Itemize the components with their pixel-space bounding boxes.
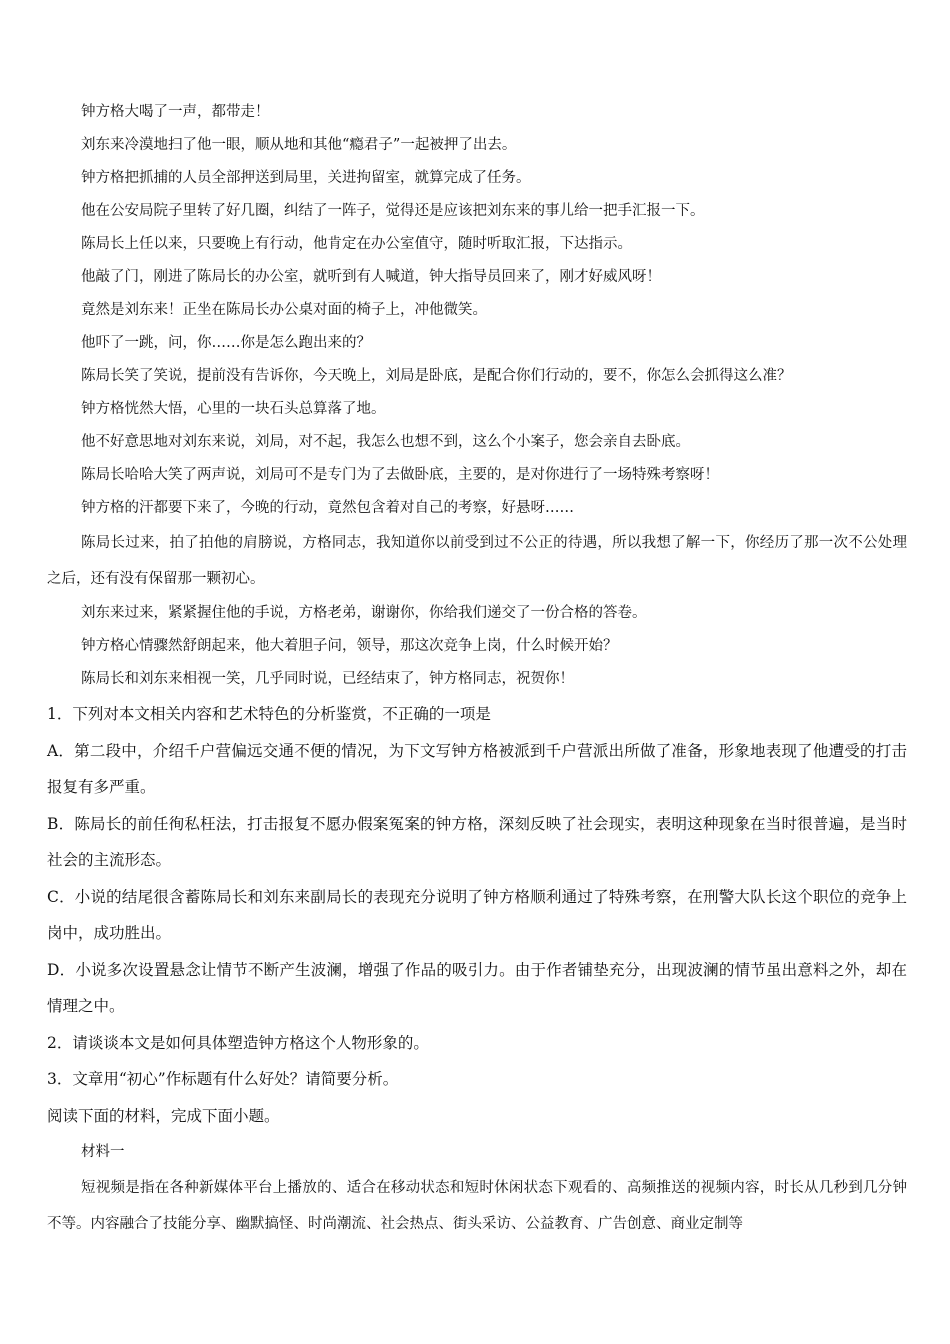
story-section bbox=[47, 96, 907, 696]
story-paragraph: 钟方格恍然大悟，心里的一块石头总算落了地。 bbox=[81, 401, 386, 417]
story-paragraph: 陈局长笑了笑说，提前没有告诉你，今天晚上，刘局是卧底，是配合你们行动的，要不，你怎么会抓得这么准？ bbox=[81, 368, 792, 384]
story-paragraph: 他在公安局院子里转了好几圈，纠结了一阵子，觉得还是应该把刘东来的事儿给一把手汇报一下。 bbox=[81, 203, 705, 219]
option-c: C．小说的结尾很含蓄陈局长和刘东来副局长的表现充分说明了钟方格顺利通过了特殊考察，在刑警大队长这个职位的竞争上岗中，成功胜出。 bbox=[47, 887, 907, 942]
option-d: D．小说多次设置悬念让情节不断产生波澜，增强了作品的吸引力。由于作者铺垫充分，出现波澜的情节虽出意料之外，却在情理之中。 bbox=[47, 960, 907, 1015]
story-paragraph: 钟方格心情骤然舒朗起来，他大着胆子问，领导，那这次竞争上岗，什么时候开始？ bbox=[81, 638, 618, 654]
reading-intro: 阅读下面的材料，完成下面小题。 bbox=[47, 1106, 280, 1125]
question-2: 2．请谈谈本文是如何具体塑造钟方格这个人物形象的。 bbox=[47, 1033, 429, 1052]
document-page bbox=[47, 96, 907, 1242]
question-1: 1．下列对本文相关内容和艺术特色的分析鉴赏，不正确的一项是 bbox=[47, 705, 491, 723]
material-text: 短视频是指在各种新媒体平台上播放的、适合在移动状态和短时休闲状态下观看的、高频推送的视频内容，时长从几秒到几分钟不等。内容融合了技能分享、幽默搞怪、时尚潮流、社会热点、街头采访、公益教育、广告创意、商业定制等 bbox=[47, 1180, 907, 1232]
story-paragraph: 陈局长上任以来，只要晚上有行动，他肯定在办公室值守，随时听取汇报，下达指示。 bbox=[81, 236, 632, 252]
option-b: B．陈局长的前任徇私枉法，打击报复不愿办假案冤案的钟方格，深刻反映了社会现实，表明这种现象在当时很普遍，是当时社会的主流形态。 bbox=[47, 814, 907, 869]
story-paragraph: 钟方格的汗都要下来了，今晚的行动，竟然包含着对自己的考察，好悬呀…… bbox=[81, 500, 574, 516]
story-paragraph: 刘东来过来，紧紧握住他的手说，方格老弟，谢谢你，你给我们递交了一份合格的答卷。 bbox=[81, 605, 647, 621]
reading-section bbox=[47, 1098, 907, 1243]
story-paragraph: 他吓了一跳，问，你……你是怎么跑出来的？ bbox=[81, 335, 371, 351]
question-3: 3．文章用“初心”作标题有什么好处？请简要分析。 bbox=[47, 1070, 399, 1088]
material-title: 材料一 bbox=[81, 1144, 125, 1160]
story-paragraph: 他敲了门，刚进了陈局长的办公室，就听到有人喊道，钟大指导员回来了，刚才好威风呀！ bbox=[81, 269, 661, 285]
story-paragraph: 他不好意思地对刘东来说，刘局，对不起，我怎么也想不到，这么个小案子，您会亲自去卧底。 bbox=[81, 434, 690, 450]
story-paragraph: 钟方格把抓捕的人员全部押送到局里，关进拘留室，就算完成了任务。 bbox=[81, 170, 531, 186]
story-paragraph: 竟然是刘东来！正坐在陈局长办公桌对面的椅子上，冲他微笑。 bbox=[81, 302, 487, 318]
story-paragraph: 钟方格大喝了一声，都带走！ bbox=[81, 104, 270, 120]
questions-section bbox=[47, 696, 907, 1098]
story-paragraph: 陈局长哈哈大笑了两声说，刘局可不是专门为了去做卧底，主要的，是对你进行了一场特殊考察呀！ bbox=[81, 467, 719, 483]
option-a: A．第二段中，介绍千户营偏远交通不便的情况，为下文写钟方格被派到千户营派出所做了准备，形象地表现了他遭受的打击报复有多严重。 bbox=[47, 741, 907, 796]
story-paragraph: 陈局长过来，拍了拍他的肩膀说，方格同志，我知道你以前受到过不公正的待遇，所以我想了解一下，你经历了那一次不公处理之后，还有没有保留那一颗初心。 bbox=[47, 535, 907, 587]
story-paragraph: 刘东来冷漠地扫了他一眼，顺从地和其他“瘾君子”一起被押了出去。 bbox=[81, 137, 517, 153]
story-paragraph: 陈局长和刘东来相视一笑，几乎同时说，已经结束了，钟方格同志，祝贺你！ bbox=[81, 671, 574, 687]
